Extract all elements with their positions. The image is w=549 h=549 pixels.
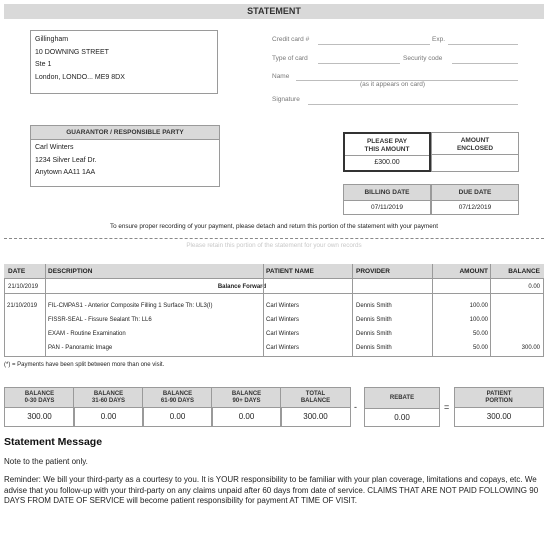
due-date-label: DUE DATE	[432, 185, 518, 201]
table-footnote: (*) = Payments have been split between more than one visit.	[4, 362, 165, 368]
aging-90-plus-label-2: 90+ DAYS	[232, 398, 261, 404]
billing-date-box	[343, 184, 431, 215]
guarantor-box	[30, 125, 220, 187]
total-balance-value: 300.00	[303, 412, 328, 421]
retain-notice: Please retain this portion of the statement for your own records	[186, 242, 362, 249]
row-amount: 50.00	[472, 331, 488, 337]
guarantor-line-3: Anytown AA11 1AA	[35, 169, 96, 176]
address-line-2: 10 DOWNING STREET	[35, 48, 109, 56]
due-date-value: 07/12/2019	[458, 204, 492, 211]
row-description: FISSR-SEAL - Fissure Sealant Th: LL6	[48, 317, 152, 323]
col-description: DESCRIPTION	[48, 268, 93, 275]
guarantor-line-1: Carl Winters	[35, 144, 74, 151]
aging-61-90-box	[142, 387, 213, 427]
row-description: EXAM - Routine Examination	[48, 331, 126, 337]
name-label: Name	[272, 73, 290, 80]
rebate-label: REBATE	[365, 388, 439, 409]
address-line-4: London, LONDO... ME9 8DX	[35, 73, 125, 81]
credit-card-field[interactable]	[318, 44, 430, 45]
row-patient: Carl Winters	[266, 303, 300, 309]
row-provider: Dennis Smith	[356, 303, 392, 309]
rebate-value: 0.00	[394, 413, 410, 422]
exp-label: Exp.	[432, 36, 446, 43]
address-line-3: Ste 1	[35, 61, 52, 68]
aging-0-30-label-1: BALANCE	[24, 391, 55, 397]
col-amount: AMOUNT	[459, 268, 488, 275]
aging-61-90-value: 0.00	[169, 412, 186, 421]
card-type-field[interactable]	[318, 63, 400, 64]
statement-message-title: Statement Message	[4, 436, 103, 448]
amount-enclosed-box	[431, 132, 519, 172]
table-row	[4, 327, 544, 341]
rebate-box	[364, 387, 440, 427]
row-patient: Carl Winters	[266, 331, 300, 337]
row-provider: Dennis Smith	[356, 317, 392, 323]
due-date-box	[431, 184, 519, 215]
total-balance-box	[280, 387, 351, 427]
billing-date-value: 07/11/2019	[370, 204, 404, 211]
balance-forward-row	[4, 280, 544, 294]
card-type-label: Type of card	[272, 55, 308, 62]
aging-0-30-label-2: 0-30 DAYS	[24, 398, 55, 404]
row-amount: 100.00	[469, 317, 488, 323]
row-balance: 300.00	[521, 345, 540, 351]
guarantor-header: GUARANTOR / RESPONSIBLE PARTY	[31, 126, 219, 140]
please-pay-label-2: THIS AMOUNT	[364, 146, 410, 153]
name-hint: (as it appears on card)	[360, 81, 426, 88]
aging-61-90-label-2: 61-90 DAYS	[160, 398, 195, 404]
aging-90-plus-box	[211, 387, 282, 427]
signature-label: Signature	[272, 96, 300, 103]
billing-date-label: BILLING DATE	[344, 185, 430, 201]
please-pay-label-1: PLEASE PAY	[366, 138, 408, 145]
address-line-1: Gillingham	[35, 36, 69, 43]
statement-message-note: Note to the patient only.	[4, 457, 88, 466]
exp-field[interactable]	[448, 44, 518, 45]
col-patient: PATIENT NAME	[266, 268, 314, 275]
total-balance-label-1: TOTAL	[305, 391, 326, 397]
balance-forward-balance: 0.00	[528, 284, 540, 290]
security-code-label: Security code	[403, 55, 443, 62]
aging-90-plus-value: 0.00	[238, 412, 255, 421]
patient-portion-box	[454, 387, 544, 427]
row-patient: Carl Winters	[266, 345, 300, 351]
aging-0-30-value: 300.00	[27, 412, 52, 421]
table-row	[4, 313, 544, 327]
patient-portion-value: 300.00	[486, 412, 512, 421]
aging-61-90-label-1: BALANCE	[162, 391, 193, 397]
row-date: 21/10/2019	[7, 303, 38, 309]
table-row	[4, 341, 544, 355]
total-balance-label-2: BALANCE	[300, 398, 331, 404]
aging-31-60-label-2: 31-60 DAYS	[91, 398, 126, 404]
amount-enclosed-label-1: AMOUNT	[460, 137, 490, 144]
patient-portion-label-1: PATIENT	[486, 391, 512, 397]
patient-portion-label-2: PORTION	[485, 398, 513, 404]
detach-notice: To ensure proper recording of your payment, please detach and return this portion of the statement with your payment	[110, 223, 438, 230]
table-row	[4, 299, 544, 313]
security-code-field[interactable]	[452, 63, 518, 64]
minus-sign: -	[354, 402, 357, 412]
table-header-row	[4, 264, 544, 279]
statement-reminder: Reminder: We bill your third-party as a courtesy to you. It is YOUR responsibility to be familiar with your plan coverage, limitations and copays, etc. We advise that you follow-up with your third-party on any claims unpaid after 60 days from date of service. CLAIMS THAT ARE NOT PAID FOLLOWING 90 DAYS FROM DATE OF SERVICE will become patient responsibility for payment AT TIME OF VISIT.	[4, 475, 539, 505]
aging-31-60-box	[73, 387, 144, 427]
amount-enclosed-label-2: ENCLOSED	[456, 145, 494, 152]
aging-31-60-value: 0.00	[100, 412, 117, 421]
row-patient: Carl Winters	[266, 317, 300, 323]
balance-forward-date: 21/10/2019	[8, 284, 39, 290]
please-pay-box	[343, 132, 431, 172]
amount-enclosed-field[interactable]	[432, 155, 518, 171]
col-date: DATE	[8, 268, 26, 275]
signature-field[interactable]	[308, 104, 518, 105]
row-amount: 50.00	[472, 345, 488, 351]
tear-line	[4, 238, 544, 239]
aging-0-30-box	[4, 387, 75, 427]
aging-90-plus-label-1: BALANCE	[231, 391, 262, 397]
statement-title: STATEMENT	[4, 4, 544, 19]
aging-31-60-label-1: BALANCE	[93, 391, 124, 397]
guarantor-line-2: 1234 Silver Leaf Dr.	[35, 156, 97, 164]
please-pay-value: £300.00	[374, 159, 400, 166]
balance-forward-label: Balance Forward	[217, 284, 267, 290]
row-description: FIL-CMPAS1 - Anterior Composite Filling 1 Surface Th: UL3(I)	[48, 303, 213, 309]
row-provider: Dennis Smith	[356, 345, 392, 351]
credit-card-label: Credit card #	[272, 36, 310, 43]
patient-address-box	[30, 30, 218, 94]
row-amount: 100.00	[469, 303, 488, 309]
col-balance: BALANCE	[508, 268, 540, 275]
row-description: PAN - Panoramic Image	[48, 345, 113, 351]
col-provider: PROVIDER	[356, 268, 390, 275]
equals-sign: =	[444, 402, 450, 412]
row-provider: Dennis Smith	[356, 331, 392, 337]
